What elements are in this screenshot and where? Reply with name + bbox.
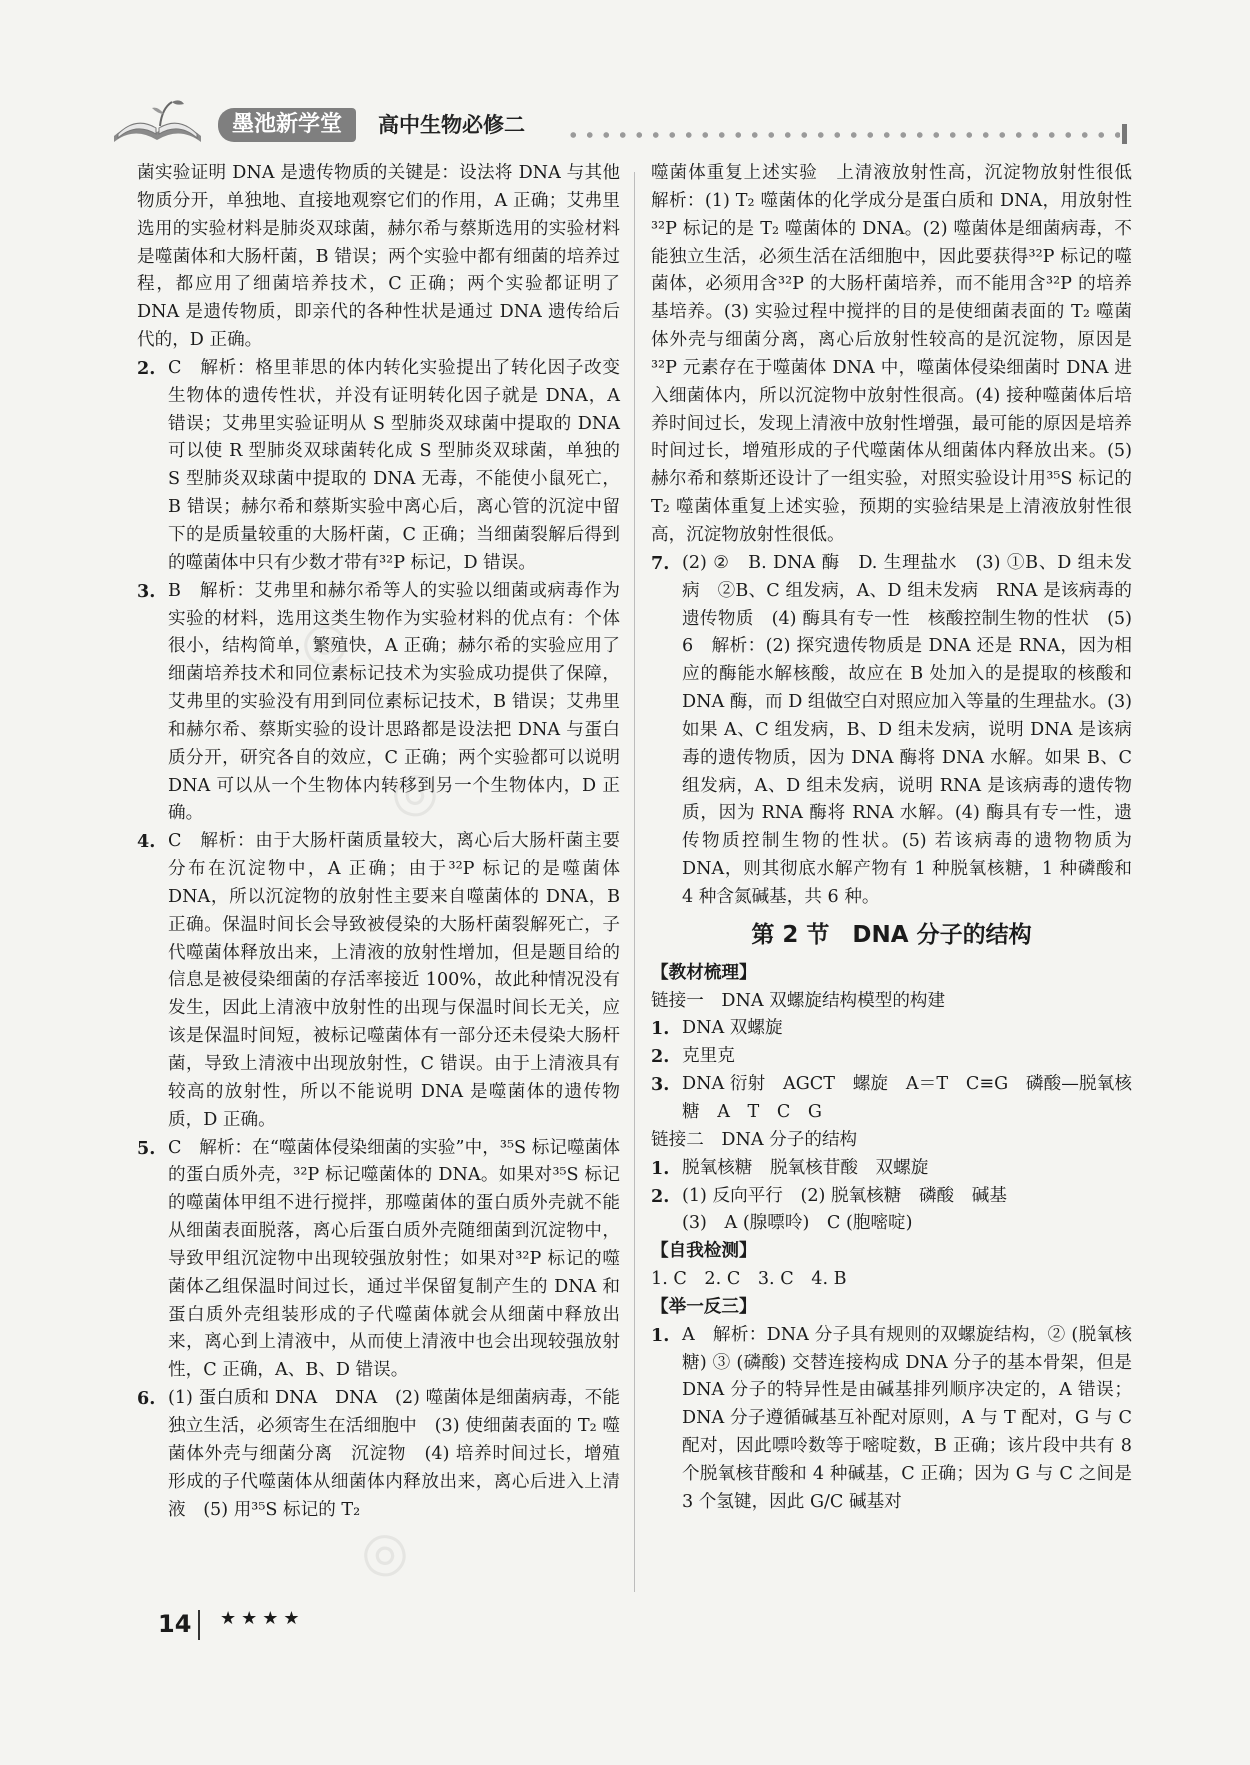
column-divider — [634, 172, 635, 1592]
item-number: 1. — [651, 1018, 670, 1040]
item-number: 2. — [137, 357, 156, 379]
item-text: A 解析：DNA 分子具有规则的双螺旋结构，② (脱氧核糖) ③ (磷酸) 交替连接构成 DNA 分子的基本骨架，但是 DNA 分子的特异性是由碱基排列顺序决定的，A 错误；DNA 分子遵循碱基互补配对原则，A 与 T 配对，G 与 C 配对，因此嘌呤数等于嘧啶数，B 正确；该片段中共有 8 个脱氧核苷酸和 4 种碱基，C 正确；因为 G 与 C 之间是 3 个氢键，因此 G/C 碱基对 — [682, 1324, 1132, 1512]
answer-item — [137, 1135, 620, 1386]
item-text: 克里克 — [682, 1046, 735, 1067]
answer-subitem — [651, 1210, 1132, 1238]
header-dot-divider — [565, 131, 1120, 139]
answer-item — [651, 550, 1132, 912]
open-book-logo-icon — [110, 96, 205, 146]
answer-item — [651, 1071, 1132, 1127]
item-number: 3. — [137, 580, 156, 602]
item-number: 2. — [651, 1046, 670, 1068]
item-number: 1. — [651, 1157, 670, 1179]
item-text: 脱氧核糖 脱氧核苷酸 双螺旋 — [682, 1157, 929, 1178]
item-text: C 解析：由于大肠杆菌质量较大，离心后大肠杆菌主要分布在沉淀物中，A 正确；由于³²P 标记的是噬菌体 DNA，所以沉淀物的放射性主要来自噬菌体的 DNA，B 正确。保温时间长会导致被侵染的大肠杆菌裂解死亡，子代噬菌体释放出来，上清液的放射性增加，但是题目给的信息是被侵染细菌的存活率接近 100%，故此种情况没有发生，因此上清液中放射性的出现与保温时间长无关，应该是保温时间短，被标记噬菌体有一部分还未侵染大肠杆菌，导致上清液中出现放射性，C 错误。由于上清液具有较高的放射性，所以不能说明 DNA 是噬菌体的遗传物质，D 正确。 — [168, 831, 620, 1130]
answer-item — [651, 1322, 1132, 1517]
answer-item — [137, 355, 620, 578]
item-text: (1) 反向平行 (2) 脱氧核糖 磷酸 碱基 — [682, 1185, 1007, 1206]
watermark-mark: ◎ — [291, 604, 356, 679]
answer-item — [137, 578, 620, 829]
item-text: DNA 衍射 AGCT 螺旋 A＝T C≡G 磷酸—脱氧核糖 A T C G — [682, 1074, 1132, 1122]
subitem-text: (3) A (腺嘌呤) C (胞嘧啶) — [682, 1213, 913, 1234]
section-tag: 【教材梳理】 — [651, 962, 757, 983]
paragraph: 菌实验证明 DNA 是遗传物质的关键是：设法将 DNA 与其他物质分开，单独地、直接地观察它们的作用，A 正确；艾弗里选用的实验材料是肺炎双球菌，赫尔希与蔡斯选用的实验材料是噬菌体和大肠杆菌，B 错误；两个实验中都有细菌的培养过程，都应用了细菌培养技术，C 正确；两个实验都证明了 DNA 是遗传物质，即亲代的各种性状是通过 DNA 遗传给后代的，D 正确。 — [137, 163, 620, 351]
answer-item — [651, 1015, 1132, 1043]
item-text: C 解析：在“噬菌体侵染细菌的实验”中，³⁵S 标记噬菌体的蛋白质外壳，³²P 标记噬菌体的 DNA。如果对³⁵S 标记的噬菌体甲组不进行搅拌，那噬菌体的蛋白质外壳就不能从细菌表面脱落，离心后蛋白质外壳随细菌到沉淀物中，导致甲组沉淀物中出现较强放射性；如果对³²P 标记的噬菌体乙组保温时间过长，通过半保留复制产生的 DNA 和蛋白质外壳组装形成的子代噬菌体就会从细菌中释放出来，离心到上清液中，从而使上清液中也会出现较强放射性，C 正确，A、B、D 错误。 — [168, 1137, 620, 1381]
item-number: 7. — [651, 552, 670, 574]
answer-item — [137, 828, 620, 1134]
item-text: B 解析：艾弗里和赫尔希等人的实验以细菌或病毒作为实验的材料，选用这类生物作为实验材料的优点有：个体很小，结构简单，繁殖快，A 正确；赫尔希的实验应用了细菌培养技术和同位素标记技术为实验成功提供了保障，艾弗里的实验没有用到同位素标记技术，B 错误；艾弗里和赫尔希、蔡斯实验的设计思路都是设法把 DNA 与蛋白质分开，研究各自的效应，C 正确；两个实验都可以说明 DNA 可以从一个生物体内转移到另一个生物体内，D 正确。 — [168, 580, 620, 824]
item-number: 1. — [651, 1324, 670, 1346]
answer-item — [651, 1155, 1132, 1183]
subject-title: 高中生物必修二 — [378, 113, 525, 137]
section-tag: 【举一反三】 — [651, 1296, 757, 1317]
left-column — [137, 160, 620, 1524]
header-end-bar — [1122, 124, 1127, 144]
answer-item — [651, 1183, 1132, 1211]
item-number: 3. — [651, 1074, 670, 1096]
watermark-mark: ◎ — [351, 1514, 416, 1589]
item-text: C 解析：格里菲思的体内转化实验提出了转化因子改变生物体的遗传性状，并没有证明转化因子就是 DNA，A 错误；艾弗里实验证明从 S 型肺炎双球菌中提取的 DNA 可以使 R 型肺炎双球菌转化成 S 型肺炎双球菌，单独的 S 型肺炎双球菌中提取的 DNA 无毒，不能使小鼠死亡，B 错误；赫尔希和蔡斯实验中离心后，离心管的沉淀中留下的是质量较重的大肠杆菌，C 正确；当细菌裂解后得到的噬菌体中只有少数才带有³²P 标记，D 错误。 — [168, 357, 620, 573]
difficulty-stars: ★★★★ — [220, 1608, 305, 1629]
right-column — [651, 160, 1150, 1517]
item-text: (2) ② B. DNA 酶 D. 生理盐水 (3) ①B、D 组未发病 ②B、C 组发病，A、D 组未发病 RNA 是该病毒的遗传物质 (4) 酶具有专一性 核酸控制生物的性状 (5) 6 解析：(2) 探究遗传物质是 DNA 还是 RNA，因为相应的酶能水解核酸，故应在 B 处加入的是提取的核酸和 DNA 酶，而 D 组做空白对照应加入等量的生理盐水。(3) 如果 A、C 组发病，B、D 组未发病，说明 DNA 是该病毒的遗传物质，因为 DNA 酶将 DNA 水解。如果 B、C 组发病，A、D 组未发病，说明 RNA 是该病毒的遗传物质，因为 RNA 酶将 RNA 水解。(4) 酶具有专一性，遗传物质控制生物的性状。(5) 若该病毒的遗物物质为 DNA，则其彻底水解产物有 1 种脱氧核糖，1 种磷酸和 4 种含氮碱基，共 6 种。 — [682, 552, 1132, 907]
paragraph: 链接二 DNA 分子的结构 — [651, 1129, 858, 1150]
item-text: DNA 双螺旋 — [682, 1018, 783, 1039]
item-text: (1) 蛋白质和 DNA DNA (2) 噬菌体是细菌病毒，不能独立生活，必须寄生在活细胞中 (3) 使细菌表面的 T₂ 噬菌体外壳与细菌分离 沉淀物 (4) 培养时间过长，增殖形成的子代噬菌体从细菌体内释放出来，离心后进入上清液 (5) 用³⁵S 标记的 T₂ — [168, 1388, 620, 1520]
item-number: 4. — [137, 831, 156, 853]
paragraph: 1. C 2. C 3. C 4. B — [651, 1269, 847, 1290]
answer-item — [651, 1043, 1132, 1071]
answer-item — [137, 1385, 620, 1524]
item-number: 6. — [137, 1388, 156, 1410]
paragraph: 链接一 DNA 双螺旋结构模型的构建 — [651, 990, 946, 1011]
item-number: 2. — [651, 1185, 670, 1207]
section-title: 第 2 节 DNA 分子的结构 — [751, 921, 1032, 948]
item-number: 5. — [137, 1137, 156, 1159]
section-tag: 【自我检测】 — [651, 1241, 757, 1262]
page-header — [110, 90, 1130, 150]
page-number: 14 — [158, 1610, 192, 1638]
footer-separator — [198, 1610, 200, 1640]
brand-label: 墨池新学堂 — [218, 108, 356, 142]
watermark-mark: ◎ — [381, 754, 446, 829]
paragraph: 噬菌体重复上述实验 上清液放射性高，沉淀物放射性很低 解析：(1) T₂ 噬菌体的化学成分是蛋白质和 DNA，用放射性³²P 标记的是 T₂ 噬菌体的 DNA。(2) 噬菌体是细菌病毒，不能独立生活，必须生活在活细胞中，因此要获得³²P 标记的噬菌体，必须用含³²P 的大肠杆菌培养，而不能用含³²P 的培养基培养。(3) 实验过程中搅拌的目的是使细菌表面的 T₂ 噬菌体外壳与细菌分离，离心后放射性较高的是沉淀物，原因是³²P 元素存在于噬菌体 DNA 中，噬菌体侵染细菌时 DNA 进入细菌体内，所以沉淀物中放射性很高。(4) 接种噬菌体后培养时间过长，发现上清液中放射性增强，最可能的原因是培养时间过长，增殖形成的子代噬菌体从细菌体内释放出来。(5) 赫尔希和蔡斯还设计了一组实验，对照实验设计用³⁵S 标记的 T₂ 噬菌体重复上述实验，预期的实验结果是上清液放射性很高，沉淀物放射性很低。 — [651, 163, 1150, 545]
